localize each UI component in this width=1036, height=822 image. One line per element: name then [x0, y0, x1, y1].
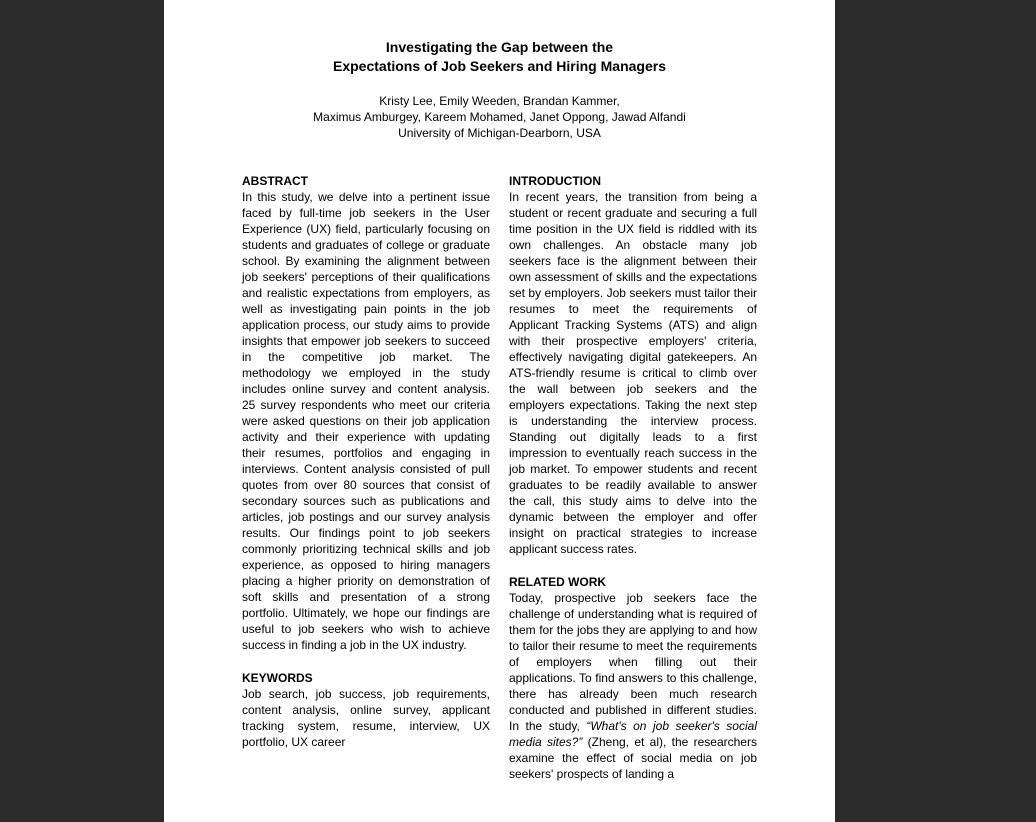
affiliation: University of Michigan-Dearborn, USA — [398, 126, 601, 140]
abstract-text: In this study, we delve into a pertinent issue faced by full-time job seekers in the User Experience (UX) field, particularly focusing on students and graduates of college or graduate school. By examining the alignment between job seekers' perceptions of their qualifications and realistic expectations from employers, as well as investigating pain points in the job application process, our study aims to provide insights that empower job seekers to succeed in the competitive job market. The methodology we employed in the study includes online survey and content analysis. 25 survey respondents who meet our criteria were asked questions on their job application activity and their experience with updating their resumes, portfolios and engaging in interviews. Content analysis consisted of pull quotes from over 80 sources that consist of secondary sources such as publications and articles, job postings and our survey analysis results. Our findings point to job seekers commonly prioritizing technical skills and job experience, as opposed to hiring managers placing a higher priority on demonstration of soft skills and presentation of a strong portfolio. Ultimately, we hope our findings are useful to job seekers who wish to achieve success in finding a job in the UX industry. — [242, 190, 490, 652]
abstract-heading: ABSTRACT — [242, 174, 308, 188]
introduction-heading: INTRODUCTION — [509, 174, 601, 188]
author-block — [164, 93, 835, 141]
related-work-text — [509, 590, 757, 782]
related-work-heading: RELATED WORK — [509, 575, 607, 589]
introduction-text: In recent years, the transition from being a student or recent graduate and securing a full time position in the UX field is riddled with its own challenges. An obstacle many job seekers face is the alignment between their own assessment of skills and the expectations set by employers. Job seekers must tailor their resumes to meet the requirements of Applicant Tracking Systems (ATS) and align with their prospective employers' criteria, effectively navigating digital gatekeepers. An ATS-friendly resume is critical to climb over the wall between job seekers and the employers expectations. Taking the next step is understanding the interview process. Standing out digitally leads to a first impression to eventually reach success in the job market. To empower students and recent graduates to be readily available to answer the call, this study aims to delve into the dynamic between the employer and offer insight on practical strategies to increase applicant success rates. — [509, 190, 757, 556]
authors-line-2: Maximus Amburgey, Kareem Mohamed, Janet Oppong, Jawad Alfandi — [313, 110, 686, 124]
keywords-heading: KEYWORDS — [242, 671, 313, 685]
keywords-text: Job search, job success, job requirements, content analysis, online survey, applicant tracking system, resume, interview, UX portfolio, UX career — [242, 687, 490, 749]
left-column — [242, 172, 490, 750]
paper-page — [164, 0, 835, 822]
related-work-text-after: (Zheng, et al), the researchers examine the effect of social media on job seekers' prospects of landing a — [509, 735, 757, 781]
related-work-quote: “What's on job seeker's social media sites?” — [509, 719, 757, 749]
right-column — [509, 172, 757, 782]
related-work-text-before: Today, prospective job seekers face the challenge of understanding what is required of them for the jobs they are applying to and how to tailor their resume to meet the requirements of employers when filling out their applications. To find answers to this challenge, there has already been much research conducted and published in different studies. In the study, — [509, 591, 757, 733]
title-line-2: Expectations of Job Seekers and Hiring Managers — [333, 58, 666, 74]
title-line-1: Investigating the Gap between the — [385, 39, 614, 55]
paper-title — [164, 38, 835, 76]
authors-line-1: Kristy Lee, Emily Weeden, Brandan Kammer, — [379, 94, 620, 108]
